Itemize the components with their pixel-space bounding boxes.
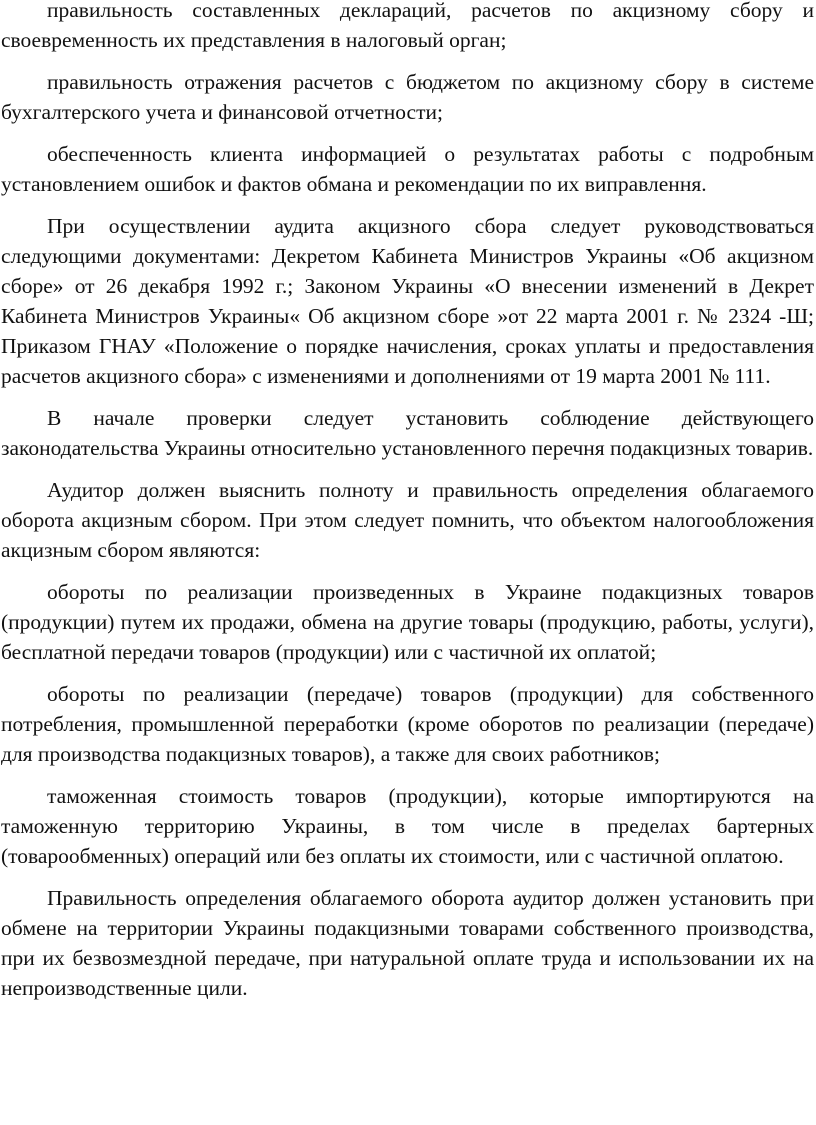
paragraph-client-information: обеспеченность клиента информацией о результатах работы с подробным установлением ошибок и фактов обмана и рекомендации по их виправлення. <box>1 142 814 196</box>
paragraph-budget-accounting: правильность отражения расчетов с бюджетом по акцизному сбору в системе бухгалтерского учета и финансовой отчетности; <box>1 70 814 124</box>
paragraph-declarations-correctness: правильность составленных деклараций, расчетов по акцизному сбору и своевременность их представления в налоговый орган; <box>1 0 814 52</box>
paragraph-taxable-turnover: Аудитор должен выяснить полноту и правильность определения облагаемого оборота акцизным сбором. При этом следует помнить, что объектом налогообложения акцизным сбором являются: <box>1 478 814 562</box>
paragraph-sales-turnover: обороты по реализации произведенных в Украине подакцизных товаров (продукции) путем их продажи, обмена на другие товары (продукцию, работы, услуги), бесплатной передачи товаров (продукции) или с частичной их оплатой; <box>1 580 814 664</box>
paragraph-regulatory-documents: При осуществлении аудита акцизного сбора следует руководствоваться следующими документами: Декретом Кабинета Министров Украины «Об акцизном сборе» от 26 декабря 1992 г.; Законом Украины «О внесении изменений в Декрет Кабинета Министров Украины« Об акцизном сборе »от 22 марта 2001 г. № 2324 -Ш; Приказом ГНАУ «Положение о порядке начисления, сроках уплаты и предоставления расчетов акцизного сбора» с изменениями и дополнениями от 19 марта 2001 № 111. <box>1 214 814 388</box>
paragraph-own-consumption: обороты по реализации (передаче) товаров (продукции) для собственного потребления, промышленной переработки (кроме оборотов по реализации (передаче) для производства подакцизных товаров), а также для своих работников; <box>1 682 814 766</box>
paragraph-turnover-determination: Правильность определения облагаемого оборота аудитор должен установить при обмене на территории Украины подакцизными товарами собственного производства, при их безвозмездной передаче, при натуральной оплате труда и использовании их на непроизводственные цили. <box>1 886 814 1000</box>
paragraph-legislation-compliance: В начале проверки следует установить соблюдение действующего законодательства Украины относительно установленного перечня подакцизных товарив. <box>1 406 814 460</box>
paragraph-customs-value: таможенная стоимость товаров (продукции), которые импортируются на таможенную территорию Украины, в том числе в пределах бартерных (товарообменных) операций или без оплаты их стоимости, или с частичной оплатою. <box>1 784 814 868</box>
